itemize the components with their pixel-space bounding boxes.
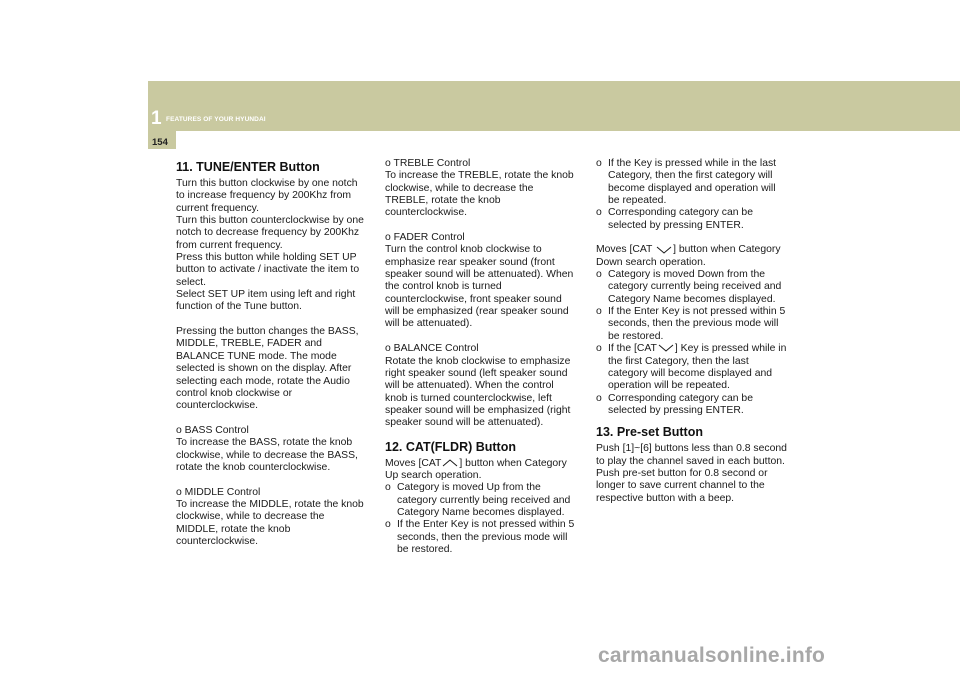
paragraph: Turn this button counterclockwise by one notch to decrease frequency by 200Khz from current frequency. xyxy=(176,215,364,251)
chevron-down-icon xyxy=(656,246,672,254)
fader-control-block xyxy=(385,232,578,331)
middle-control-block xyxy=(176,487,369,549)
bullet-mark: o xyxy=(596,207,602,219)
section-heading-tune-enter: 11. TUNE/ENTER Button xyxy=(176,160,320,174)
balance-control-block xyxy=(385,343,578,429)
cat-down-intro xyxy=(596,244,789,269)
balance-control-title: o BALANCE Control xyxy=(385,343,479,355)
cat-down-intro-pre: Moves [CAT xyxy=(596,244,653,256)
bullet-text: Category is moved Up from the category currently being received and Category Name becomes displayed. xyxy=(397,482,571,518)
bass-control-block xyxy=(176,425,369,474)
bullet-mark: o xyxy=(596,158,602,169)
list-item xyxy=(596,207,789,232)
treble-control-title: o TREBLE Control xyxy=(385,158,471,169)
treble-control-block xyxy=(385,158,578,220)
watermark: carmanualsonline.info xyxy=(598,644,826,667)
bullet-text-post: ] Key is pressed while in the first Category, then the last category will become displayed and operation will be repeated. xyxy=(608,343,787,392)
bullet-mark: o xyxy=(385,519,391,531)
bullet-text: If the Enter Key is not pressed within 5 seconds, then the previous mode will be restored. xyxy=(397,519,575,555)
header-band xyxy=(148,81,960,131)
column-1 xyxy=(176,160,369,561)
bass-control-title: o BASS Control xyxy=(176,424,249,436)
bullet-mark: o xyxy=(596,392,602,404)
bullet-text xyxy=(608,343,789,392)
paragraph: Turn this button clockwise by one notch to increase frequency by 200Khz from current frequency. xyxy=(176,178,358,214)
bass-control-text: To increase the BASS, rotate the knob clockwise, while to decrease the BASS, rotate the knob counterclockwise. xyxy=(176,437,358,473)
column-2 xyxy=(385,158,578,556)
list-item xyxy=(596,393,789,418)
bullet-mark: o xyxy=(596,306,602,318)
bullet-text: If the Key is pressed while in the last Category, then the first category will become displayed and operation will be repeated. xyxy=(608,158,777,207)
list-item xyxy=(596,158,789,207)
chapter-title: FEATURES OF YOUR HYUNDAI xyxy=(166,116,266,123)
chevron-down-icon xyxy=(658,344,674,352)
bullet-text: Corresponding category can be selected by pressing ENTER. xyxy=(608,207,753,231)
column-3 xyxy=(596,158,789,517)
chapter-number: 1 xyxy=(151,108,162,129)
bullet-mark: o xyxy=(596,269,602,281)
paragraph: Select SET UP item using left and right function of the Tune button. xyxy=(176,289,356,313)
list-item xyxy=(596,269,789,306)
bullet-text: Category is moved Down from the category currently being received and Category Name becomes displayed. xyxy=(608,269,782,305)
middle-control-title: o MIDDLE Control xyxy=(176,486,261,498)
middle-control-text: To increase the MIDDLE, rotate the knob clockwise, while to decrease the MIDDLE, rotate the knob counterclockwise. xyxy=(176,498,364,547)
bullet-text-pre: If the [CAT xyxy=(608,343,657,355)
paragraph: Push [1]~[6] buttons less than 0.8 second to play the channel saved in each button. Push pre-set button for 0.8 second or longer to save current channel to the respective button with a beep. xyxy=(596,443,787,504)
cat-up-intro-pre: Moves [CAT xyxy=(385,457,442,469)
list-item xyxy=(385,482,578,519)
cat-up-intro xyxy=(385,458,578,483)
bullet-text: Corresponding category can be selected by pressing ENTER. xyxy=(608,392,753,416)
bullet-text: If the Enter Key is not pressed within 5 seconds, then the previous mode will be restored. xyxy=(608,306,786,342)
fader-control-text: Turn the control knob clockwise to emphasize rear speaker sound (front speaker sound will be attenuated). When the control knob is turned counterclockwise, front speaker sound will be emphasized (rear speaker sound will be attenuated). xyxy=(385,244,574,330)
list-item xyxy=(385,519,578,556)
balance-control-text: Rotate the knob clockwise to emphasize right speaker sound (left speaker sound will be attenuated). When the control knob is turned counterclockwise, left speaker sound will be emphasized (right speaker sound will be attenuated). xyxy=(385,355,571,429)
bullet-mark: o xyxy=(596,343,602,355)
fader-control-title: o FADER Control xyxy=(385,232,465,244)
cat-down-intro-post: ] button when Category Down search operation. xyxy=(596,244,781,268)
list-item xyxy=(596,343,789,392)
cat-up-intro-post: ] button when Category Up search operation. xyxy=(385,457,567,481)
bullet-mark: o xyxy=(385,482,391,494)
page-number: 154 xyxy=(152,137,168,148)
chevron-up-icon xyxy=(442,459,458,467)
paragraph: Press this button while holding SET UP button to activate / inactivate the item to select. xyxy=(176,252,360,288)
section-heading-cat-fldr: 12. CAT(FLDR) Button xyxy=(385,439,516,454)
paragraph: Pressing the button changes the BASS, MIDDLE, TREBLE, FADER and BALANCE TUNE mode. The mode selected is shown on the display. After selecting each mode, rotate the Audio control knob clockwise or counterclockwise. xyxy=(176,326,359,412)
list-item xyxy=(596,306,789,343)
section-heading-preset: 13. Pre-set Button xyxy=(596,425,703,440)
treble-control-text: To increase the TREBLE, rotate the knob clockwise, while to decrease the TREBLE, rotate the knob counterclockwise. xyxy=(385,170,574,219)
